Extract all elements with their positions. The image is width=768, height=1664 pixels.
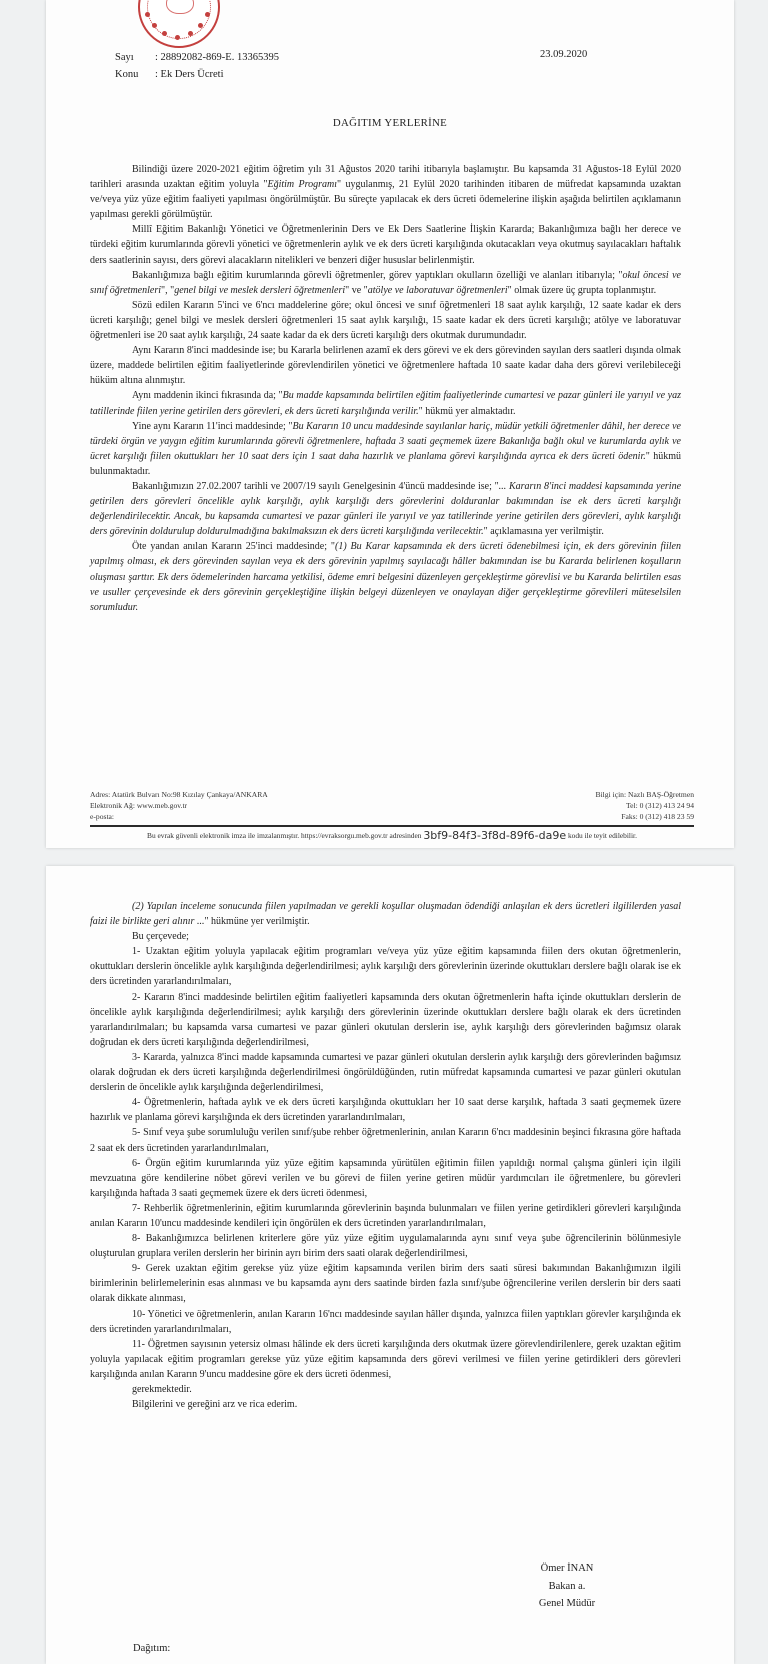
paragraph: Aynı Kararın 8'inci maddesinde ise; bu Kararla belirlenen azamî ek ders görevi ve ek ders görevinden sayılan ders saatleri dışında olmak üzere, maddede belirtilen eğitim faaliyetlerinde görevlendirilen yönetici ve öğretmenlere haftada 10 saate kadar daha ders görevi verilebileceği hüküm altına alınmıştır. (90, 345, 681, 387)
signer-name: Ömer İNAN (540, 1563, 594, 1574)
ministry-seal-logo (138, 0, 220, 48)
footer-line: Elektronik Ağ: www.meb.gov.tr (90, 801, 188, 810)
footer-line: Bilgi için: Nazlı BAŞ-Öğretmen (595, 790, 694, 799)
document-body-page1 (90, 162, 681, 615)
paragraph: 9- Gerek uzaktan eğitim gerekse yüz yüze eğitim kapsamında verilen birim ders saati süresi bakımından Bakanlığımızın ilgili birimlerinin belirlemelerinin esas alınması ve bu kapsamda aynı ders saatinde birden fazla sınıf/şube öğrencilerine verilen derslerin bir ders saati olarak dikkate alınması, (90, 1263, 681, 1305)
paragraph: Bilindiği üzere 2020-2021 eğitim öğretim yılı 31 Ağustos 2020 tarihi itibarıyla başlamıştır. Bu kapsamda 31 Ağustos-18 Eylül 2020 tarihleri arasında uzaktan eğitim yoluyla "Eğitim Programı" uygulanmış, 21 Eylül 2020 tarihinden itibaren de müfredat kapsamında uzaktan ve/veya yüz yüze eğitim faaliyeti yapılması öngörülmüştür. Bu süreçte yapılacak ek ders ücreti ödemelerine ilişkin aşağıda belirtilen açıklamanın yapılması gerekli görülmüştür. (90, 164, 681, 221)
paragraph: 10- Yönetici ve öğretmenlerin, anılan Kararın 16'ncı maddesinde sayılan hâller dışında, yalnızca fiilen yaptıkları görevler karşılığında ek ders ücretinden yararlandırılmaları, (90, 1308, 681, 1335)
footer-line: Tel: 0 (312) 413 24 94 (625, 801, 694, 810)
paragraph: Bakanlığımıza bağlı eğitim kurumlarında görevli öğretmenler, görev yaptıkları okulların özelliği ve alanları itibarıyla; "okul öncesi ve sınıf öğretmenleri", "genel bilgi ve meslek dersleri öğretmenleri" ve "atölye ve laboratuvar öğretmenleri" olmak üzere üç grupta toplanmıştır. (90, 269, 681, 296)
sayi-row (115, 49, 279, 66)
footer-address (90, 789, 268, 822)
konu-row (115, 66, 279, 83)
paragraph: Bu çerçevede; (132, 931, 189, 943)
signature-block (487, 1560, 647, 1613)
verification-line (90, 830, 694, 841)
paragraph: Öte yandan anılan Kararın 25'inci maddesinde; "(1) Bu Karar kapsamında ek ders ücreti ödenebilmesi için, ek ders görevinin fiilen yapılmış olması, ek ders görevinden sayılan veya ek ders görevinin yapılmış sayılacağı hâller bakımından ise bu Kararda belirlenen koşulların oluşması şarttır. Ek ders ödemelerinden harcama yetkilisi, ödeme emri belgesini düzenleyen gerçekleştirme görevlisi ve bu Kararda belirtilen esas ve usuller çerçevesinde ek ders görevinin gerçekleştiğine ilişkin belgeyi düzenleyen ve onaylayan diğer gerçekleştirme görevlileri müteselsilen sorumludur. (90, 541, 681, 613)
signer-title-2: Genel Müdür (538, 1598, 596, 1609)
verification-prefix: Bu evrak güvenli elektronik imza ile imzalanmıştır. https://evraksorgu.meb.gov.tr adresinden (147, 831, 424, 840)
document-body-page2 (90, 899, 681, 1412)
signer-title-1: Bakan a. (548, 1580, 586, 1592)
paragraph: gerekmektedir. (132, 1384, 192, 1395)
paragraph: 7- Rehberlik öğretmenlerinin, eğitim kurumlarında görevlerinin başında bulunmaları ve fiilen yerine getirdikleri görevleri karşılığında anılan Kararın 10'uncu maddesinde kendileri için öngörülen ek ders ücretinden yararlandırılmaları, (90, 1202, 681, 1229)
paragraph: Yine aynı Kararın 11'inci maddesinde; "Bu Kararın 10 uncu maddesinde sayılanlar hariç, müdür yetkili öğretmenler dâhil, her derece ve türdeki örgün ve yaygın eğitim kurumlarında görevli öğretmenlere, haftada 3 saati geçmemek üzere Bakanlığa bağlı okul ve kurumlarda aylık ve ücret karşılığı fiilen okuttukları her 10 saat ders için 1 saat daha hazırlık ve planlama görevi karşılığında ayrıca ek ders ücreti ödenir." hükmü bulunmaktadır. (90, 420, 681, 477)
paragraph: 4- Öğretmenlerin, haftada aylık ve ek ders ücreti karşılığında okuttukları her 10 saat derse karşılık, haftada 3 saati geçmemek üzere hazırlık ve planlama görevi karşılığında ek ders ücretinden yararlandırılmaları, (90, 1097, 681, 1124)
paragraph: Aynı maddenin ikinci fıkrasında da; "Bu madde kapsamında belirtilen eğitim faaliyetlerinde cumartesi ve pazar günleri ile yarıyıl ve yaz tatillerinde fiilen yerine getirilen ders görevleri, ek ders ücreti karşılığında verilir." hükmü yer almaktadır. (90, 390, 681, 417)
paragraph: 2- Kararın 8'inci maddesinde belirtilen eğitim faaliyetleri kapsamında ders okutan öğretmenlerin hafta içinde okuttukları derslerin de öncelikle aylık karşılığında değerlendirilmesi; aylık karşılığı ders görevlerinin üzerinde okuttukları derslere bağlı olarak ek ders ücretinden yararlandırılmaları; bu kapsamda varsa cumartesi ve pazar günleri okutulan derslerin ise, aylık karşılığı ders görevlerinden bağımsız olarak doğrudan ek ders ücreti karşılığında değerlendirilmesi, (90, 991, 681, 1048)
paragraph: Sözü edilen Kararın 5'inci ve 6'ncı maddelerine göre; okul öncesi ve sınıf öğretmenleri 18 saat aylık karşılığı, 12 saate kadar ek ders ücreti karşılığı; genel bilgi ve meslek dersleri öğretmenleri 15 saat aylık karşılığı, 15 saate kadar ek ders ücreti karşılığı; atölye ve laboratuvar öğretmenleri ise 20 saat aylık karşılığı, 24 saate kadar da ek ders ücreti karşılığı ders okutmak durumundadır. (90, 299, 681, 342)
footer-line: e-posta: (90, 812, 115, 821)
verification-suffix: kodu ile teyit edilebilir. (566, 831, 637, 840)
document-date: 23.09.2020 (540, 49, 588, 60)
sayi-label: Sayı (115, 52, 134, 63)
sayi-value: : 28892082-869-E. 13365395 (155, 52, 279, 63)
paragraph: 3- Kararda, yalnızca 8'inci madde kapsamında cumartesi ve pazar günleri okutulan derslerin aylık karşılığı ders görevlerinden bağımsız olarak doğrudan ek ders ücreti karşılığında değerlendirilmesi öngörüldüğünden, rutin müfredat kapsamında cumartesi ve pazar günleri okutulan derslerin de öncelikle aylık karşılığında değerlendirilmesi, (90, 1051, 681, 1094)
paragraph: (2) Yapılan inceleme sonucunda fiilen yapılmadan ve gerekli koşullar oluşmadan ödendiği anlaşılan ek ders ücretleri ilgililerden yasal faizi ile birlikte geri alınır ..." hükmüne yer verilmiştir. (90, 901, 681, 928)
footer-contact (596, 789, 695, 822)
footer-line: Adres: Atatürk Bulvarı No:98 Kızılay Çankaya/ANKARA (90, 790, 268, 799)
paragraph: Bilgilerini ve gereğini arz ve rica ederim. (132, 1399, 298, 1411)
document-meta (115, 49, 279, 83)
footer-line: Faks: 0 (312) 418 23 59 (621, 812, 694, 821)
verification-code: 3bf9-84f3-3f8d-89f6-da9e (423, 829, 567, 842)
page1-footer (90, 789, 694, 841)
document-page-1 (46, 0, 734, 848)
paragraph: 1- Uzaktan eğitim yoluyla yapılacak eğitim programları ve/veya yüz yüze eğitim kapsamında fiilen ders okutan öğretmenlerin, okuttukları derslerin öncelikle aylık karşılığında değerlendirilmesi; aylık karşılığı ders görevlerinin üzerinde okuttukları derslere bağlı olarak ise ek ders ücretinden yararlandırılmaları, (90, 946, 681, 988)
document-heading: DAĞITIM YERLERİNE (332, 117, 448, 129)
document-page-2 (46, 866, 734, 1664)
paragraph: 6- Örgün eğitim kurumlarında yüz yüze eğitim kapsamında yürütülen eğitimin fiilen yapıldığı normal çalışma günleri için ilgili mevzuatına göre kendilerine nöbet görevi verilen ve bu görevi de fiilen yerine getiren müdür yardımcıları ile öğretmenlere, bu görevleri karşılığında haftada 3 saati geçmemek üzere ek ders ücreti ödenmesi, (90, 1157, 681, 1199)
distribution-label: Dağıtım: (133, 1643, 171, 1654)
paragraph: 5- Sınıf veya şube sorumluluğu verilen sınıf/şube rehber öğretmenlerinin, anılan Kararın 6'ncı maddesinin beşinci fıkrasına göre haftada 2 saat ek ders ücretinden yararlandırılmaları, (90, 1127, 681, 1154)
paragraph: 11- Öğretmen sayısının yetersiz olması hâlinde ek ders ücreti karşılığında ders okutmak üzere görevlendirilenlere, gerek uzaktan eğitim yoluyla yapılacak eğitim programları gerekse yüz yüze eğitim kapsamında ders görevi verilmesi ve fiilen yerine getirdikleri ders görevleri karşılığında anılan Kararın 9'uncu maddesine göre ek ders ücreti ödenmesi, (90, 1338, 681, 1380)
paragraph: Millî Eğitim Bakanlığı Yönetici ve Öğretmenlerinin Ders ve Ek Ders Saatlerine İlişkin Kararda; Bakanlığımıza bağlı her derece ve türdeki eğitim kurumlarında görevli yönetici ve öğretmenlerin aylık ve ek ders ücreti karşılığında okutacakları veya okutmuş sayılacakları haftalık ders saatlerinin sayısı, ders görevi alacakların nitelikleri ve benzeri diğer hususlar belirlenmiştir. (90, 224, 681, 266)
footer-separator (90, 825, 694, 827)
paragraph: 8- Bakanlığımızca belirlenen kriterlere göre yüz yüze eğitim uygulamalarında aynı sınıf veya şube öğrencilerinin bölünmesiyle oluşturulan gruplara verilen derslerin her birinin ayrı birim ders saati olarak değerlendirilmesi, (90, 1233, 681, 1260)
konu-label: Konu (115, 69, 139, 80)
konu-value: : Ek Ders Ücreti (155, 69, 224, 80)
paragraph: Bakanlığımızın 27.02.2007 tarihli ve 2007/19 sayılı Genelgesinin 4'üncü maddesinde ise; "... Kararın 8'inci maddesi kapsamında yerine getirilen ders görevleri öncelikle aylık karşılığı, aylık karşılığı ders görevlerini dolduranlar bakımından ise ek ders ücreti karşılığı değerlendirilecektir. Ancak, bu kapsamda cumartesi ve pazar günleri ile yarıyıl ve yaz tatillerinde yerine getirilen ders görevleri, aylık karşılığı ders görevinin doldurulup doldurulmadığına bakılmaksızın ek ders ücreti karşılığında verilecektir." açıklamasına yer verilmiştir. (90, 480, 682, 538)
